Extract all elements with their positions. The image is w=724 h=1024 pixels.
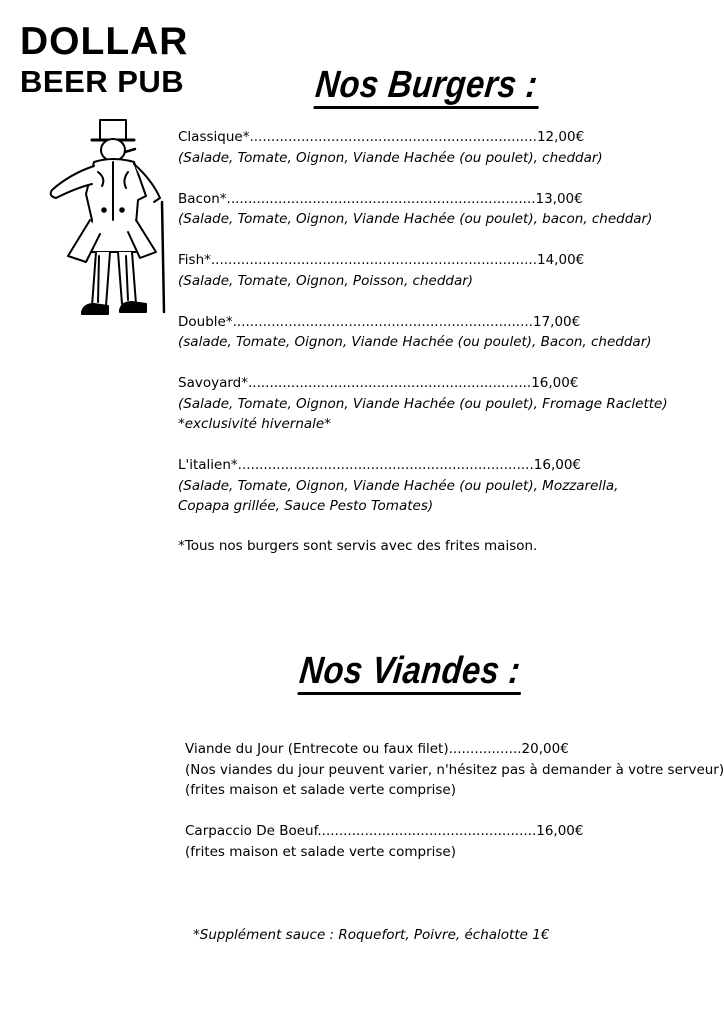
brand-name-line1: DOLLAR <box>20 20 189 63</box>
title-underline <box>313 106 538 109</box>
menu-item-classique <box>178 127 678 168</box>
item-name-price: Bacon*........................................................................13,00€ <box>178 190 583 207</box>
viandes-section-title <box>297 650 522 693</box>
item-name-price: Carpaccio De Boeuf...................................................16,00€ <box>185 823 584 839</box>
title-underline <box>297 692 521 695</box>
menu-item-fish <box>178 250 678 291</box>
item-description-extra: Copapa grillée, Sauce Pesto Tomates) <box>178 498 434 514</box>
viandes-menu-list <box>185 739 724 883</box>
menu-item-carpaccio <box>185 821 720 862</box>
item-name-price: Fish*............................................................................14,00€ <box>178 252 585 268</box>
item-description-extra: *exclusivité hivernale* <box>178 416 331 432</box>
burger-menu-list <box>178 127 678 537</box>
item-description: (Nos viandes du jour peuvent varier, n'hésitez pas à demander à votre serveur) <box>185 761 724 778</box>
menu-item-double <box>178 312 678 353</box>
item-name-price: Savoyard*..................................................................16,00€ <box>178 375 579 391</box>
item-name-price: Viande du Jour (Entrecote ou faux filet).................20,00€ <box>185 741 569 757</box>
burgers-title-text: Nos Burgers : <box>313 64 540 106</box>
burgers-section-title <box>313 64 539 107</box>
sauce-supplement-note: *Supplément sauce : Roquefort, Poivre, échalotte 1€ <box>193 927 550 943</box>
item-name-price: L'italien*.....................................................................16,00€ <box>178 457 581 473</box>
item-description-extra: (frites maison et salade verte comprise) <box>185 782 456 798</box>
item-description: (frites maison et salade verte comprise) <box>185 843 456 860</box>
item-description: (Salade, Tomate, Oignon, Viande Hachée (ou poulet), Fromage Raclette) <box>178 395 668 412</box>
item-description: (Salade, Tomate, Oignon, Viande Hachée (ou poulet), Mozzarella, <box>178 477 619 494</box>
burgers-fries-note: *Tous nos burgers sont servis avec des frites maison. <box>178 538 538 554</box>
menu-item-viande-du-jour <box>185 739 724 801</box>
item-name-price: Classique*...................................................................12,00€ <box>178 129 585 145</box>
menu-item-savoyard <box>178 373 678 435</box>
brand-name-line2: BEER PUB <box>20 64 185 99</box>
item-description: (salade, Tomate, Oignon, Viande Hachée (ou poulet), Bacon, cheddar) <box>178 334 652 350</box>
viandes-title-text: Nos Viandes : <box>297 650 523 692</box>
menu-item-bacon <box>178 189 678 230</box>
top-hat-gentleman-icon <box>42 116 174 326</box>
item-description: (Salade, Tomate, Oignon, Poisson, cheddar) <box>178 272 474 289</box>
item-description: (Salade, Tomate, Oignon, Viande Hachée (ou poulet), cheddar) <box>178 149 603 166</box>
item-name-price: Double*......................................................................17,00€ <box>178 313 581 330</box>
menu-item-italien <box>178 455 678 517</box>
item-description: (Salade, Tomate, Oignon, Viande Hachée (ou poulet), bacon, cheddar) <box>178 211 653 227</box>
